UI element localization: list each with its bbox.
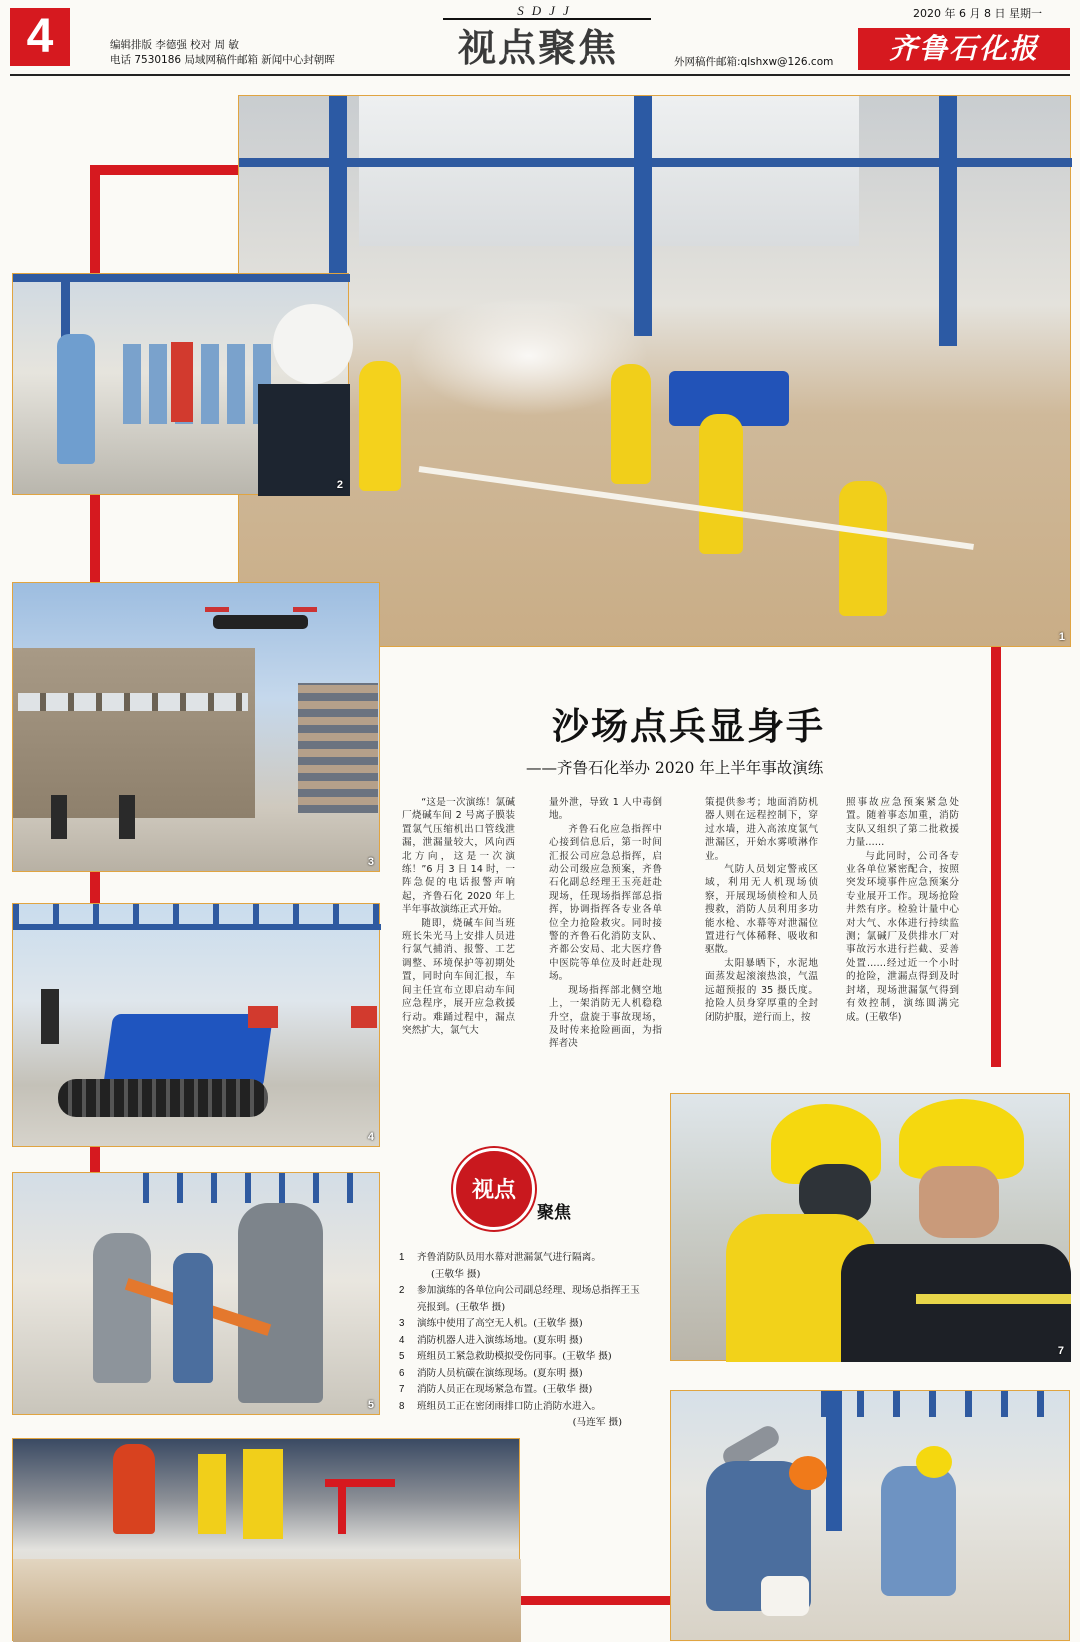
firefighter-yellow-suit (839, 481, 887, 616)
reflective-stripe (916, 1294, 1071, 1304)
fire-truck (248, 1006, 278, 1028)
warehouse-windows (18, 693, 248, 711)
photo-8-blocking-drain (670, 1390, 1070, 1641)
photo-number: 4 (367, 1131, 374, 1143)
red-frame-vertical-right (991, 647, 1001, 1067)
yellow-helmet (916, 1446, 952, 1478)
caption-item (399, 1316, 644, 1333)
caption-item (399, 1399, 644, 1416)
red-barrier (325, 1479, 395, 1487)
caption-number: 8 (399, 1400, 405, 1412)
caption-credit: (王敬华 摄) (431, 1268, 481, 1280)
article-column-3 (705, 796, 818, 1032)
drone (213, 615, 308, 629)
plant-building (359, 96, 859, 246)
worker-red-coat (171, 342, 193, 422)
photo-2-roll-call (12, 273, 349, 495)
viewpoint-logo (453, 1148, 535, 1230)
pinyin-rule (443, 18, 651, 20)
steel-column (634, 96, 652, 336)
orange-helmet (789, 1456, 827, 1490)
white-sandbag (761, 1576, 809, 1616)
paragraph: 太阳暴晒下，水泥地面蒸发起滚滚热浪，气温远超预报的 35 摄氏度。抢险人员身穿厚重的全封闭防护服，逆行而上，按 (705, 957, 818, 1023)
photo-number: 3 (367, 856, 374, 868)
caption-number: 1 (399, 1252, 405, 1263)
article-column-1 (402, 796, 515, 1036)
caption-text: 消防机器人进入演练场地。(夏东明 摄) (417, 1334, 583, 1346)
caption-text: 消防人员杭碳在演练现场。(夏东明 摄) (417, 1367, 583, 1379)
paragraph: 与此同时，公司各专业各单位紧密配合，按照突发环境事件应急预案分专业展开工作。现场抢险井然有序。检验计量中心对大气、水体进行持续监测；氯碱厂及供排水厂对事故污水进行拦截、妥善处置……经过近一个小时的抢险，泄漏点得到及时封堵，现场泄漏氯气得到有效控制，演练圆满完成。(王敬华) (846, 850, 959, 1023)
caption-item (399, 1382, 644, 1399)
firefighter-yellow-suit (359, 361, 401, 491)
water-puddle (13, 1559, 521, 1642)
caption-number: 5 (399, 1351, 405, 1362)
worker (119, 795, 135, 839)
caption-number: 7 (399, 1384, 405, 1395)
rescuer-blue (173, 1253, 213, 1383)
caption-number: 4 (399, 1334, 405, 1346)
white-helmet (273, 304, 353, 384)
photo-captions (399, 1250, 644, 1432)
submission-email: 外网稿件邮箱:qlshxw@126.com (674, 56, 834, 68)
masthead-rule (10, 74, 1070, 76)
hazmat-suit (93, 1233, 151, 1383)
firefighter-yellow-suit (198, 1454, 226, 1534)
firefighter-yellow-suit (699, 414, 743, 554)
issue-date: 2020 年 6 月 8 日 星期一 (913, 7, 1042, 20)
photo-1-firefighters-water-curtain (238, 95, 1071, 647)
caption-item (399, 1250, 644, 1283)
drone-rotor-right (293, 607, 317, 612)
caption-item (399, 1333, 644, 1350)
photo-number: 1 (1058, 631, 1065, 643)
worker (41, 989, 59, 1044)
firefighter-red-suit (113, 1444, 155, 1534)
logo-subtext: 聚焦 (537, 1203, 571, 1223)
paragraph: 现场指挥部北侧空地上，一架消防无人机稳稳升空，盘旋于事故现场，及时传来抢险画面，为指挥者决 (549, 984, 662, 1050)
pipe-rack-beam (13, 924, 381, 930)
photo-6-firefighters-scene (12, 1438, 520, 1641)
caption-item (399, 1283, 644, 1316)
paragraph: 气防人员划定警戒区域，利用无人机现场侦察，开展现场侦检和人员搜救，消防人员利用多功能水枪、水幕等对泄漏位置进行气体稀释、吸收和驱散。 (705, 864, 818, 956)
article-subheadline: ——齐鲁石化举办 2020 年上半年事故演练 (526, 759, 824, 777)
paragraph: 齐鲁石化应急指挥中心接到信息后，第一时间汇报公司应急总指挥，启动公司级应急预案，齐鲁石化副总经理王玉亮赶赴现场，任现场指挥部总指挥，协调指挥各专业各单位全力抢险救灾。同时接警的齐鲁石化消防支队、齐都公安局、北大医疗鲁中医院等单位及时赶赴现场。 (549, 823, 662, 983)
refinery-tower (298, 683, 378, 813)
section-pinyin: SDJJ (517, 3, 577, 18)
steel-column (939, 96, 957, 346)
photo-7-firefighters-deploy (670, 1093, 1070, 1361)
photo-4-fire-robot (12, 903, 380, 1147)
page-number: 4 (10, 8, 70, 66)
photo-3-drone (12, 582, 380, 872)
editor-credits (110, 38, 335, 68)
steel-column (826, 1391, 842, 1531)
caption-item (399, 1349, 644, 1366)
red-barrier-post (338, 1479, 346, 1534)
hazmat-suit (238, 1203, 323, 1403)
pipe-rack (821, 1391, 1071, 1417)
worker-blue (881, 1466, 956, 1596)
caption-text: 消防人员正在现场紧急布置。(王敬华 摄) (417, 1384, 593, 1395)
paragraph: “这是一次演练！氯碱厂烧碱车间 2 号离子膜装置氯气压缩机出口管线泄漏，泄漏量较大，风向西北方向，这是一次演练！”6 月 3 日 14 时，一阵急促的电话报警声响起，齐鲁石化 2020 年上半年事故演练正式开始。 (402, 797, 515, 916)
firefighter-yellow-suit (611, 364, 651, 484)
section-title: 视点聚焦 (458, 25, 619, 70)
pipe-rack (143, 1173, 381, 1203)
caption-number: 2 (399, 1285, 405, 1296)
newspaper-logo: 齐鲁石化报 (858, 28, 1070, 70)
red-frame-bottom-bar (520, 1596, 670, 1605)
warehouse (13, 648, 255, 818)
caption-text: 班组员工紧急救助模拟受伤同事。(王敬华 摄) (417, 1351, 612, 1362)
caption-number: 6 (399, 1367, 405, 1379)
logo-text: 视点 (471, 1177, 516, 1203)
caption-text: 演练中使用了高空无人机。(王敬华 摄) (417, 1318, 583, 1329)
photo-number: 2 (336, 479, 343, 491)
caption-text: 齐鲁消防队员用水幕对泄漏氯气进行隔离。 (417, 1252, 602, 1263)
editor-credits-line1: 编辑排版 李德强 校对 周 敏 (110, 39, 239, 51)
paragraph: 照事故应急预案紧急处置。随着事态加重，消防支队又组织了第二批救援力量…… (846, 797, 959, 849)
editor-credits-line2: 电话 7530186 局域网稿件邮箱 新闻中心封朝晖 (110, 54, 335, 66)
caption-text: 班组员工正在密闭雨排口防止消防水进入。 (417, 1400, 602, 1412)
firefighter-face (919, 1166, 999, 1238)
worker-group (123, 344, 273, 424)
fire-hose (419, 466, 974, 550)
photo-number: 5 (367, 1399, 374, 1411)
paragraph: 随即，烧碱车间当班班长朱光马上安排人员进行氯气捕消、报警、工艺调整、环境保护等初期处置，同时向车间汇报，车间主任宣布立即启动车间应急程序，展开应急救援行动。难踊过程中，漏点突然扩大，氯气大 (402, 917, 515, 1036)
paragraph: 量外泄，导致 1 人中毒倒地。 (549, 797, 662, 822)
photo-5-rescue-stretcher (12, 1172, 380, 1415)
caption-item (399, 1366, 644, 1383)
caption-text: 参加演练的各单位向公司副总经理、现场总指挥王玉亮报到。(王敬华 摄) (417, 1285, 640, 1313)
drone-rotor-left (205, 607, 229, 612)
article-column-2 (549, 796, 662, 1050)
firefighter-yellow-suit (243, 1449, 283, 1539)
red-frame-top-bar (90, 165, 238, 175)
photo-number: 7 (1057, 1345, 1064, 1357)
fire-robot-tracks (58, 1079, 268, 1117)
fire-truck (351, 1006, 377, 1028)
worker (51, 795, 67, 839)
caption-number: 3 (399, 1318, 405, 1329)
paragraph: 策提供参考；地面消防机器人则在远程控制下，穿过水墙，进入高浓度氯气泄漏区，开始水雾喷淋作业。 (705, 797, 818, 862)
article-column-4 (846, 796, 959, 1032)
caption-credit: (马连军 摄) (572, 1417, 622, 1428)
worker-blue-uniform (57, 334, 95, 464)
article-headline: 沙场点兵显身手 (552, 704, 825, 748)
